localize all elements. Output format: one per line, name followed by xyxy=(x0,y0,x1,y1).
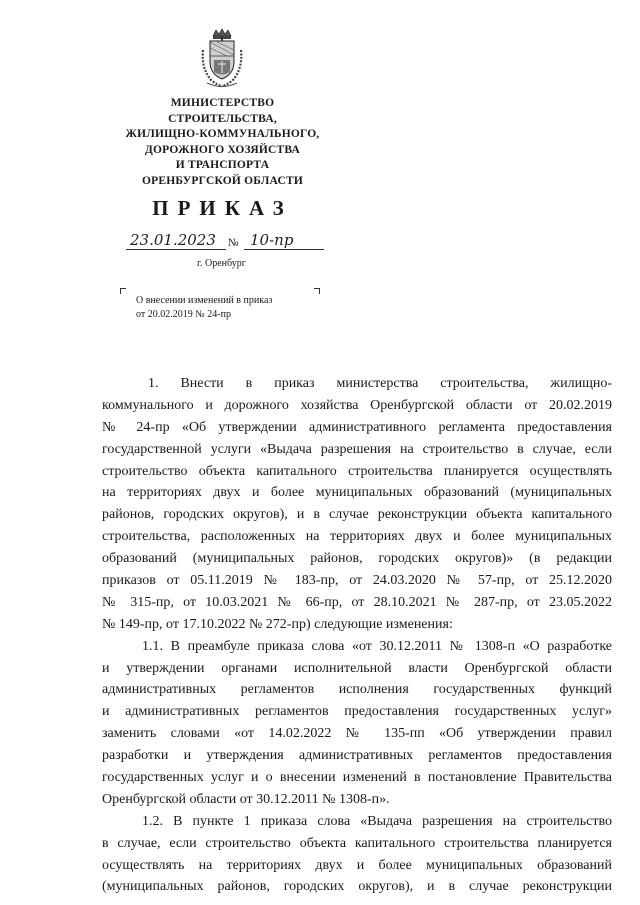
number-sign: № xyxy=(228,237,239,249)
body-line: государственных услуг и о внесении изменений в постановление Правительства xyxy=(102,770,612,786)
body-line: строительства, расположенных на территориях двух и более муниципальных xyxy=(102,529,612,545)
body-line: административных регламентов исполнения государственных функций xyxy=(102,682,612,698)
date-underline xyxy=(126,249,226,250)
body-line: образований (муниципальных районов, городских округов)» (в редакции xyxy=(102,551,612,567)
ministry-line: СТРОИТЕЛЬСТВА, xyxy=(168,112,277,125)
ministry-line: ДОРОЖНОГО ХОЗЯЙСТВА xyxy=(144,143,301,156)
body-line: коммунального и дорожного хозяйства Оренбургской области от 20.02.2019 xyxy=(102,397,612,413)
body-line: строительство объекта капитального строительства планируется осуществлять xyxy=(102,463,612,479)
order-title: ПРИКАЗ xyxy=(152,196,293,220)
body-line: № 149-пр, от 17.10.2022 № 272-пр) следующие изменения: xyxy=(102,616,453,632)
subject-line: от 20.02.2019 № 24-пр xyxy=(136,308,231,320)
emblem xyxy=(197,28,247,90)
body-line: (муниципальных районов, городских округов), и в случае реконструкции xyxy=(102,879,612,895)
body-line: государственной услуги «Выдача разрешения на строительство в случае, если xyxy=(102,441,612,457)
city: г. Оренбург xyxy=(197,258,246,269)
orenburg-coat-of-arms-icon xyxy=(197,28,247,90)
body-line: 1. Внести в приказ министерства строительства, жилищно- xyxy=(148,376,612,391)
body-line: № 315-пр, от 10.03.2021 № 66-пр, от 28.10.2021 № 287-пр, от 23.05.2022 xyxy=(102,594,612,610)
handwritten-number: 10-пр xyxy=(250,231,294,249)
handwritten-date: 23.01.2023 xyxy=(130,231,216,249)
ministry-line: ЖИЛИЩНО-КОММУНАЛЬНОГО, xyxy=(125,128,320,140)
body-line: № 24-пр «Об утверждении административного регламента предоставления xyxy=(102,419,612,435)
ministry-line: МИНИСТЕРСТВО xyxy=(170,97,275,109)
body-line: приказов от 05.11.2019 № 183-пр, от 24.03.2020 № 57-пр, от 25.12.2020 xyxy=(102,573,612,589)
ministry-line: ОРЕНБУРГСКОЙ ОБЛАСТИ xyxy=(141,174,304,187)
body-line: осуществлять на территориях двух и более муниципальных образований xyxy=(102,857,612,873)
body-line: 1.2. В пункте 1 приказа слова «Выдача разрешения на строительство xyxy=(142,813,612,829)
order-body xyxy=(102,373,612,898)
body-line: в случае, если строительство объекта капитального строительства планируется xyxy=(102,835,612,851)
body-line: разработки и утверждения административных регламентов предоставления xyxy=(102,748,612,764)
ministry-line: И ТРАНСПОРТА xyxy=(175,159,270,171)
order-subject xyxy=(120,288,320,322)
body-line: и утверждении органами исполнительной власти Оренбургской области xyxy=(102,660,612,676)
body-line: заменить словами «от 14.02.2022 № 135-пп «Об утверждении правил xyxy=(102,726,612,742)
number-underline xyxy=(244,249,324,250)
subject-line: О внесении изменений в приказ xyxy=(136,295,273,306)
ministry-name xyxy=(100,96,345,189)
body-line: районов, городских округов), и в случае реконструкции объекта капитального xyxy=(102,507,612,523)
date-number-row xyxy=(118,228,328,254)
subject-corner-right xyxy=(314,288,320,294)
body-line: и административных регламентов предоставления государственных услуг» xyxy=(102,704,612,720)
body-line: Оренбургской области от 30.12.2011 № 1308-п». xyxy=(102,791,390,807)
body-line: на территориях двух и более муниципальных образований (муниципальных xyxy=(102,485,612,501)
subject-corner-left xyxy=(120,288,126,294)
body-line: 1.1. В преамбуле приказа слова «от 30.12.2011 № 1308-п «О разработке xyxy=(142,638,612,654)
